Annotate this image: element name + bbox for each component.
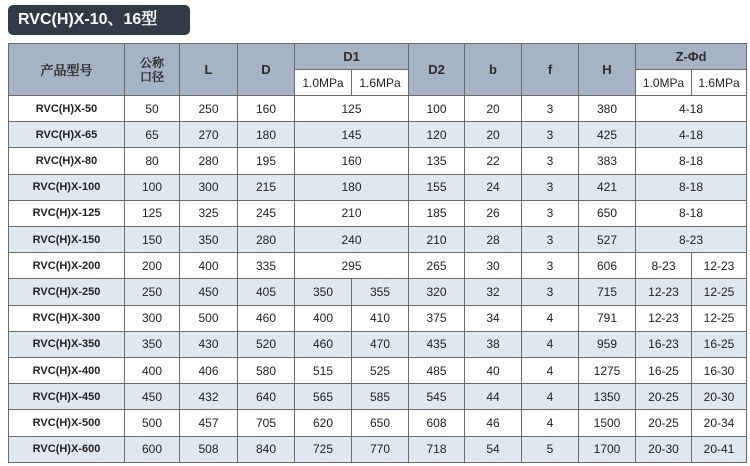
- spec-table-body: [9, 96, 747, 463]
- cell-f: 4: [522, 305, 579, 331]
- cell-H: 650: [579, 200, 636, 226]
- cell-z-phi-d: 8-23: [636, 227, 747, 253]
- table-row: [9, 410, 747, 436]
- cell-dn: 600: [125, 436, 180, 462]
- header-D: D: [238, 44, 295, 96]
- cell-dn: 200: [125, 253, 180, 279]
- cell-z-16mpa: 16-30: [692, 358, 747, 384]
- cell-D: 580: [238, 358, 295, 384]
- cell-H: 606: [579, 253, 636, 279]
- cell-D: 280: [238, 227, 295, 253]
- cell-model: RVC(H)X-600: [9, 436, 125, 462]
- cell-D1: 295: [295, 253, 409, 279]
- cell-dn: 400: [125, 358, 180, 384]
- cell-d1-1mpa: 620: [295, 410, 352, 436]
- cell-f: 3: [522, 227, 579, 253]
- cell-L: 350: [180, 227, 238, 253]
- cell-f: 3: [522, 122, 579, 148]
- cell-H: 383: [579, 148, 636, 174]
- cell-dn: 100: [125, 174, 180, 200]
- header-model: 产品型号: [9, 44, 125, 96]
- table-row: [9, 253, 747, 279]
- header-f: f: [522, 44, 579, 96]
- cell-H: 1500: [579, 410, 636, 436]
- cell-D: 705: [238, 410, 295, 436]
- cell-model: RVC(H)X-400: [9, 358, 125, 384]
- cell-D: 405: [238, 279, 295, 305]
- header-nominal: [125, 44, 180, 96]
- cell-z-1mpa: 20-25: [636, 410, 692, 436]
- cell-D: 335: [238, 253, 295, 279]
- cell-d1-1mpa: 460: [295, 331, 352, 357]
- spec-table: [8, 43, 747, 463]
- cell-D2: 100: [409, 96, 465, 122]
- cell-L: 508: [180, 436, 238, 462]
- cell-model: RVC(H)X-150: [9, 227, 125, 253]
- cell-dn: 80: [125, 148, 180, 174]
- cell-L: 400: [180, 253, 238, 279]
- cell-b: 30: [465, 253, 522, 279]
- cell-f: 4: [522, 358, 579, 384]
- cell-b: 20: [465, 96, 522, 122]
- cell-dn: 500: [125, 410, 180, 436]
- cell-H: 380: [579, 96, 636, 122]
- cell-d1-16mpa: 770: [352, 436, 409, 462]
- header-z-phi-d: Z-Φd: [636, 44, 747, 70]
- cell-d1-16mpa: 585: [352, 384, 409, 410]
- cell-z-1mpa: 12-23: [636, 305, 692, 331]
- cell-L: 250: [180, 96, 238, 122]
- cell-D2: 375: [409, 305, 465, 331]
- cell-model: RVC(H)X-80: [9, 148, 125, 174]
- cell-f: 3: [522, 148, 579, 174]
- table-row: [9, 174, 747, 200]
- cell-model: RVC(H)X-65: [9, 122, 125, 148]
- cell-d1-16mpa: 525: [352, 358, 409, 384]
- cell-D2: 210: [409, 227, 465, 253]
- cell-dn: 125: [125, 200, 180, 226]
- header-d1-16mpa: 1.6MPa: [352, 70, 409, 96]
- table-row: [9, 200, 747, 226]
- cell-D: 180: [238, 122, 295, 148]
- cell-z-phi-d: 4-18: [636, 96, 747, 122]
- cell-z-phi-d: 8-18: [636, 200, 747, 226]
- cell-z-1mpa: 16-23: [636, 331, 692, 357]
- cell-D1: 160: [295, 148, 409, 174]
- cell-L: 325: [180, 200, 238, 226]
- table-row: [9, 358, 747, 384]
- cell-b: 34: [465, 305, 522, 331]
- header-row: [9, 44, 747, 70]
- cell-D: 160: [238, 96, 295, 122]
- table-row: [9, 384, 747, 410]
- cell-z-phi-d: 8-18: [636, 174, 747, 200]
- cell-d1-16mpa: 470: [352, 331, 409, 357]
- cell-z-16mpa: 20-41: [692, 436, 747, 462]
- cell-D2: 320: [409, 279, 465, 305]
- cell-L: 432: [180, 384, 238, 410]
- cell-D: 520: [238, 331, 295, 357]
- table-row: [9, 227, 747, 253]
- table-row: [9, 122, 747, 148]
- cell-model: RVC(H)X-125: [9, 200, 125, 226]
- cell-dn: 250: [125, 279, 180, 305]
- cell-z-1mpa: 20-25: [636, 384, 692, 410]
- cell-L: 500: [180, 305, 238, 331]
- header-L: L: [180, 44, 238, 96]
- cell-dn: 450: [125, 384, 180, 410]
- table-row: [9, 305, 747, 331]
- cell-D: 215: [238, 174, 295, 200]
- cell-H: 1700: [579, 436, 636, 462]
- cell-d1-1mpa: 725: [295, 436, 352, 462]
- cell-z-16mpa: 12-25: [692, 305, 747, 331]
- cell-L: 406: [180, 358, 238, 384]
- cell-d1-16mpa: 410: [352, 305, 409, 331]
- header-H: H: [579, 44, 636, 96]
- cell-D: 840: [238, 436, 295, 462]
- cell-D1: 240: [295, 227, 409, 253]
- cell-D2: 135: [409, 148, 465, 174]
- cell-f: 4: [522, 331, 579, 357]
- cell-b: 20: [465, 122, 522, 148]
- cell-D2: 155: [409, 174, 465, 200]
- cell-D2: 120: [409, 122, 465, 148]
- cell-D2: 718: [409, 436, 465, 462]
- cell-D: 640: [238, 384, 295, 410]
- cell-H: 715: [579, 279, 636, 305]
- cell-b: 38: [465, 331, 522, 357]
- cell-d1-16mpa: 650: [352, 410, 409, 436]
- cell-L: 457: [180, 410, 238, 436]
- cell-b: 26: [465, 200, 522, 226]
- cell-f: 4: [522, 384, 579, 410]
- cell-D2: 185: [409, 200, 465, 226]
- cell-D2: 485: [409, 358, 465, 384]
- table-row: [9, 436, 747, 462]
- cell-D1: 210: [295, 200, 409, 226]
- cell-f: 3: [522, 253, 579, 279]
- page-title: RVC(H)X-10、16型: [8, 5, 190, 35]
- cell-D2: 545: [409, 384, 465, 410]
- cell-L: 450: [180, 279, 238, 305]
- header-nominal-line1: 公称: [139, 55, 164, 70]
- cell-D1: 180: [295, 174, 409, 200]
- cell-dn: 65: [125, 122, 180, 148]
- cell-D2: 608: [409, 410, 465, 436]
- table-row: [9, 96, 747, 122]
- cell-dn: 50: [125, 96, 180, 122]
- cell-model: RVC(H)X-500: [9, 410, 125, 436]
- cell-L: 280: [180, 148, 238, 174]
- cell-f: 3: [522, 200, 579, 226]
- cell-model: RVC(H)X-200: [9, 253, 125, 279]
- cell-d1-1mpa: 515: [295, 358, 352, 384]
- cell-D2: 435: [409, 331, 465, 357]
- cell-f: 3: [522, 96, 579, 122]
- header-z-1mpa: 1.0MPa: [636, 70, 692, 96]
- cell-H: 791: [579, 305, 636, 331]
- cell-f: 4: [522, 410, 579, 436]
- cell-D1: 125: [295, 96, 409, 122]
- header-z-16mpa: 1.6MPa: [692, 70, 747, 96]
- header-nominal-line2: 口径: [139, 69, 164, 84]
- cell-z-16mpa: 12-23: [692, 253, 747, 279]
- cell-H: 959: [579, 331, 636, 357]
- cell-z-phi-d: 8-18: [636, 148, 747, 174]
- cell-dn: 350: [125, 331, 180, 357]
- cell-f: 5: [522, 436, 579, 462]
- cell-b: 54: [465, 436, 522, 462]
- header-D1: D1: [295, 44, 409, 70]
- cell-z-1mpa: 16-25: [636, 358, 692, 384]
- header-d1-1mpa: 1.0MPa: [295, 70, 352, 96]
- cell-z-16mpa: 20-30: [692, 384, 747, 410]
- header-b: b: [465, 44, 522, 96]
- cell-L: 270: [180, 122, 238, 148]
- table-row: [9, 279, 747, 305]
- cell-H: 1275: [579, 358, 636, 384]
- cell-z-16mpa: 16-25: [692, 331, 747, 357]
- cell-z-1mpa: 12-23: [636, 279, 692, 305]
- cell-D2: 265: [409, 253, 465, 279]
- header-D2: D2: [409, 44, 465, 96]
- cell-z-16mpa: 12-25: [692, 279, 747, 305]
- table-row: [9, 331, 747, 357]
- cell-b: 28: [465, 227, 522, 253]
- table-row: [9, 148, 747, 174]
- cell-H: 1350: [579, 384, 636, 410]
- cell-f: 3: [522, 174, 579, 200]
- cell-b: 40: [465, 358, 522, 384]
- cell-H: 425: [579, 122, 636, 148]
- cell-z-1mpa: 8-23: [636, 253, 692, 279]
- cell-b: 46: [465, 410, 522, 436]
- cell-model: RVC(H)X-100: [9, 174, 125, 200]
- cell-L: 300: [180, 174, 238, 200]
- cell-dn: 150: [125, 227, 180, 253]
- cell-b: 24: [465, 174, 522, 200]
- cell-f: 3: [522, 279, 579, 305]
- cell-d1-16mpa: 355: [352, 279, 409, 305]
- cell-z-phi-d: 4-18: [636, 122, 747, 148]
- cell-D: 195: [238, 148, 295, 174]
- cell-b: 32: [465, 279, 522, 305]
- cell-dn: 300: [125, 305, 180, 331]
- cell-d1-1mpa: 350: [295, 279, 352, 305]
- cell-b: 44: [465, 384, 522, 410]
- cell-model: RVC(H)X-250: [9, 279, 125, 305]
- cell-d1-1mpa: 565: [295, 384, 352, 410]
- cell-z-16mpa: 20-34: [692, 410, 747, 436]
- cell-model: RVC(H)X-300: [9, 305, 125, 331]
- cell-L: 430: [180, 331, 238, 357]
- cell-D: 460: [238, 305, 295, 331]
- cell-model: RVC(H)X-450: [9, 384, 125, 410]
- cell-d1-1mpa: 400: [295, 305, 352, 331]
- cell-b: 22: [465, 148, 522, 174]
- cell-model: RVC(H)X-50: [9, 96, 125, 122]
- cell-model: RVC(H)X-350: [9, 331, 125, 357]
- cell-H: 421: [579, 174, 636, 200]
- cell-D1: 145: [295, 122, 409, 148]
- cell-H: 527: [579, 227, 636, 253]
- cell-D: 245: [238, 200, 295, 226]
- cell-z-1mpa: 20-30: [636, 436, 692, 462]
